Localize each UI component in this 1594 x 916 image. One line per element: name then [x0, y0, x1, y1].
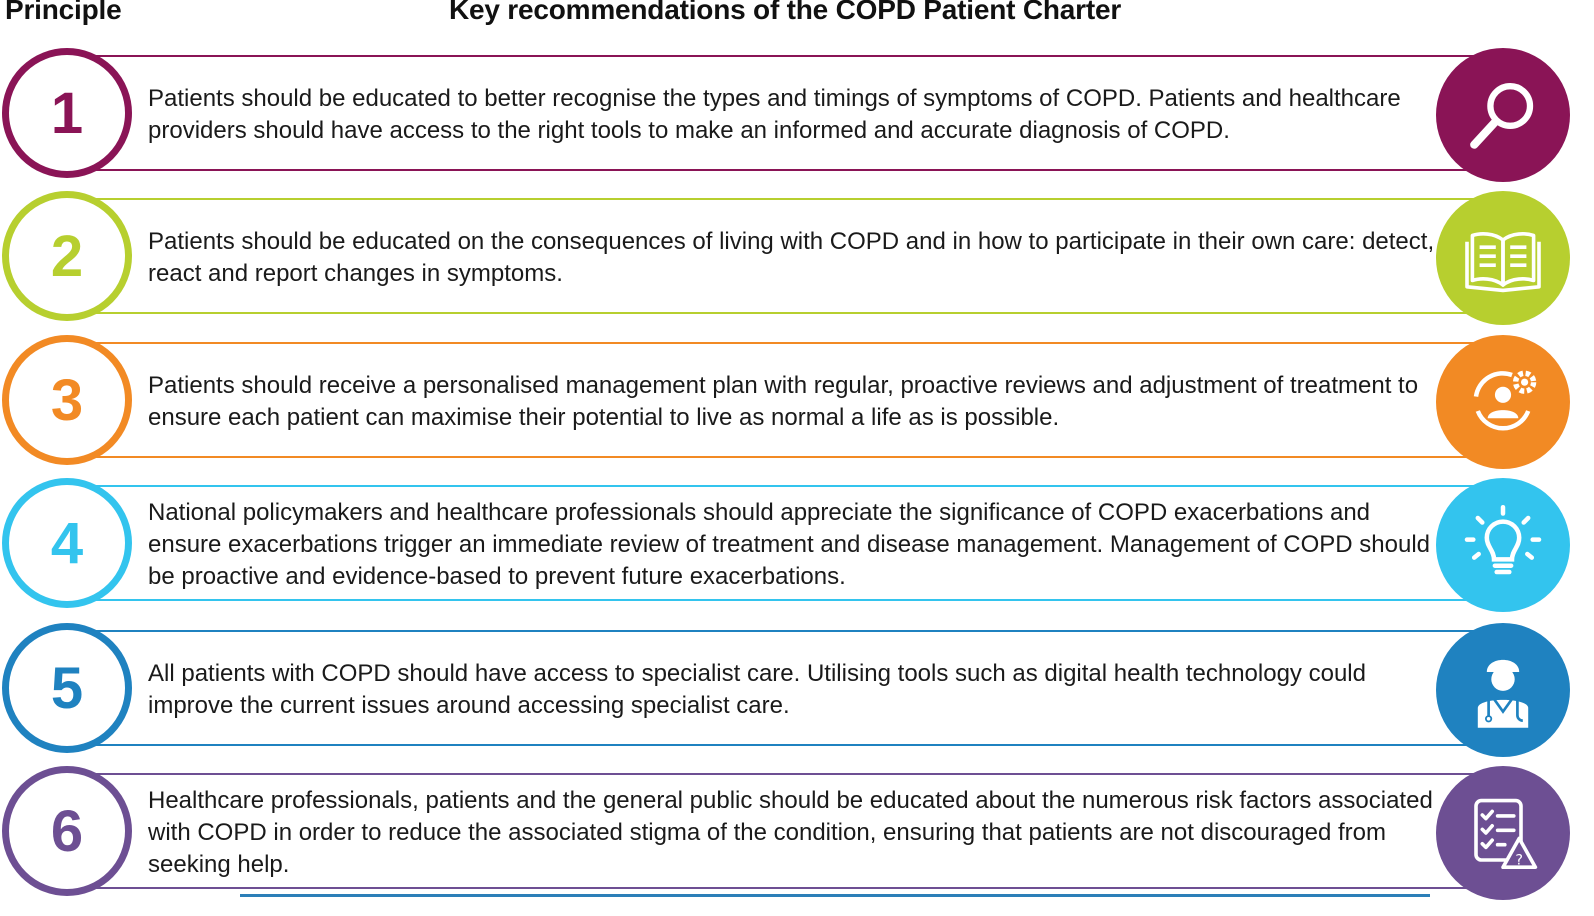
recommendation-text: All patients with COPD should have access to specialist care. Utilising tools such as digital health technology could improve the current issues around accessing specialist care.	[148, 660, 1366, 719]
principle-number-circle: 6	[2, 766, 132, 896]
principle-row-3	[0, 335, 1594, 469]
principle-row-4	[0, 478, 1594, 612]
principle-number-circle: 4	[2, 478, 132, 608]
recommendation-text: Patients should receive a personalised management plan with regular, proactive reviews and adjustment of treatment to ensure each patient can maximise their potential to live as normal a life as is possible.	[148, 372, 1419, 431]
principle-row-1	[0, 48, 1594, 182]
principle-number-circle: 5	[2, 623, 132, 753]
page-title: Key recommendations of the COPD Patient Charter	[448, 0, 1122, 25]
open-book-icon	[1436, 191, 1570, 325]
principle-row-2	[0, 191, 1594, 325]
doctor-icon	[1436, 623, 1570, 757]
lightbulb-icon	[1436, 478, 1570, 612]
recommendation-text: Patients should be educated to better recognise the types and timings of symptoms of COPD. Patients and healthcare providers should have access to the right tools to make an informed and accurate diagnosis of COPD.	[148, 85, 1401, 144]
svg-text:?: ?	[1515, 852, 1524, 869]
principle-number-circle: 2	[2, 191, 132, 321]
recommendation-text: Patients should be educated on the consequences of living with COPD and in how to participate in their own care: detect, react and report changes in symptoms.	[148, 228, 1435, 287]
principle-column-header: Principle	[5, 0, 122, 25]
principle-number-circle: 3	[2, 335, 132, 465]
principle-number-circle: 1	[2, 48, 132, 178]
principle-row-6	[0, 766, 1594, 900]
checklist-question-icon	[1436, 766, 1570, 900]
person-gear-icon	[1436, 335, 1570, 469]
magnifier-icon	[1436, 48, 1570, 182]
recommendation-text: National policymakers and healthcare professionals should appreciate the significance of COPD exacerbations and ensure exacerbations trigger an immediate review of treatment and disease management. Management of COPD should be proactive and evidence-based to prevent future exacerbations.	[148, 499, 1431, 590]
recommendation-text: Healthcare professionals, patients and the general public should be educated about the numerous risk factors associated with COPD in order to reduce the associated stigma of the condition, ensuring that patients are not discouraged from seeking help.	[148, 787, 1433, 878]
bottom-divider	[240, 894, 1430, 897]
principle-row-5	[0, 623, 1594, 757]
